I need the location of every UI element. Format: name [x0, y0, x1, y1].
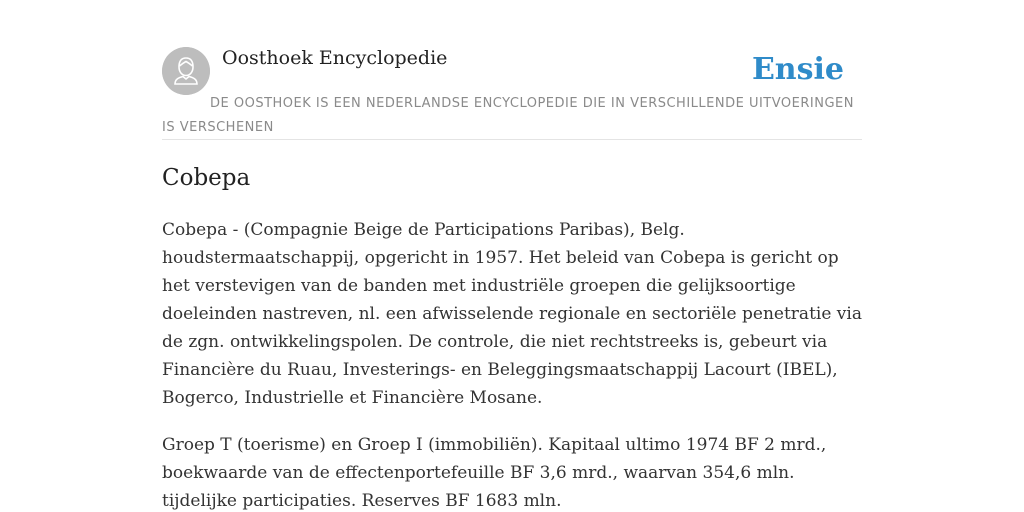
article-paragraph: Cobepa - (Compagnie Beige de Participations Paribas), Belg. houdstermaatschappij, opgericht in 1957. Het beleid van Cobepa is gericht op het verstevigen van de banden met industriële groepen die gelijksoortige doeleinden nastreven, nl. een afwisselende regionale en sectoriële penetratie via de zgn. ontwikkelingspolen. De controle, die niet rechtstreeks is, gebeurt via Financière du Ruau, Investerings- en Beleggingsmaatschappij Lacourt (IBEL), Bogerco, Industrielle et Financière Mosane.	[162, 220, 862, 408]
user-icon[interactable]	[162, 47, 210, 95]
source-tagline: DE OOSTHOEK IS EEN NEDERLANDSE ENCYCLOPEDIE DIE IN VERSCHILLENDE UITVOERINGEN IS VERSCHENEN	[162, 96, 854, 135]
article-title: Cobepa	[162, 165, 251, 191]
source-header	[162, 46, 862, 140]
brand-logo[interactable]: Ensie	[751, 52, 844, 87]
article-paragraph: Groep T (toerisme) en Groep I (immobiliën). Kapitaal ultimo 1974 BF 2 mrd., boekwaarde van de effectenportefeuille BF 3,6 mrd., waarvan 354,6 mln. tijdelijke participaties. Reserves BF 1683 mln.	[162, 435, 827, 511]
source-name[interactable]: Oosthoek Encyclopedie	[222, 47, 448, 69]
article-body	[162, 216, 867, 512]
